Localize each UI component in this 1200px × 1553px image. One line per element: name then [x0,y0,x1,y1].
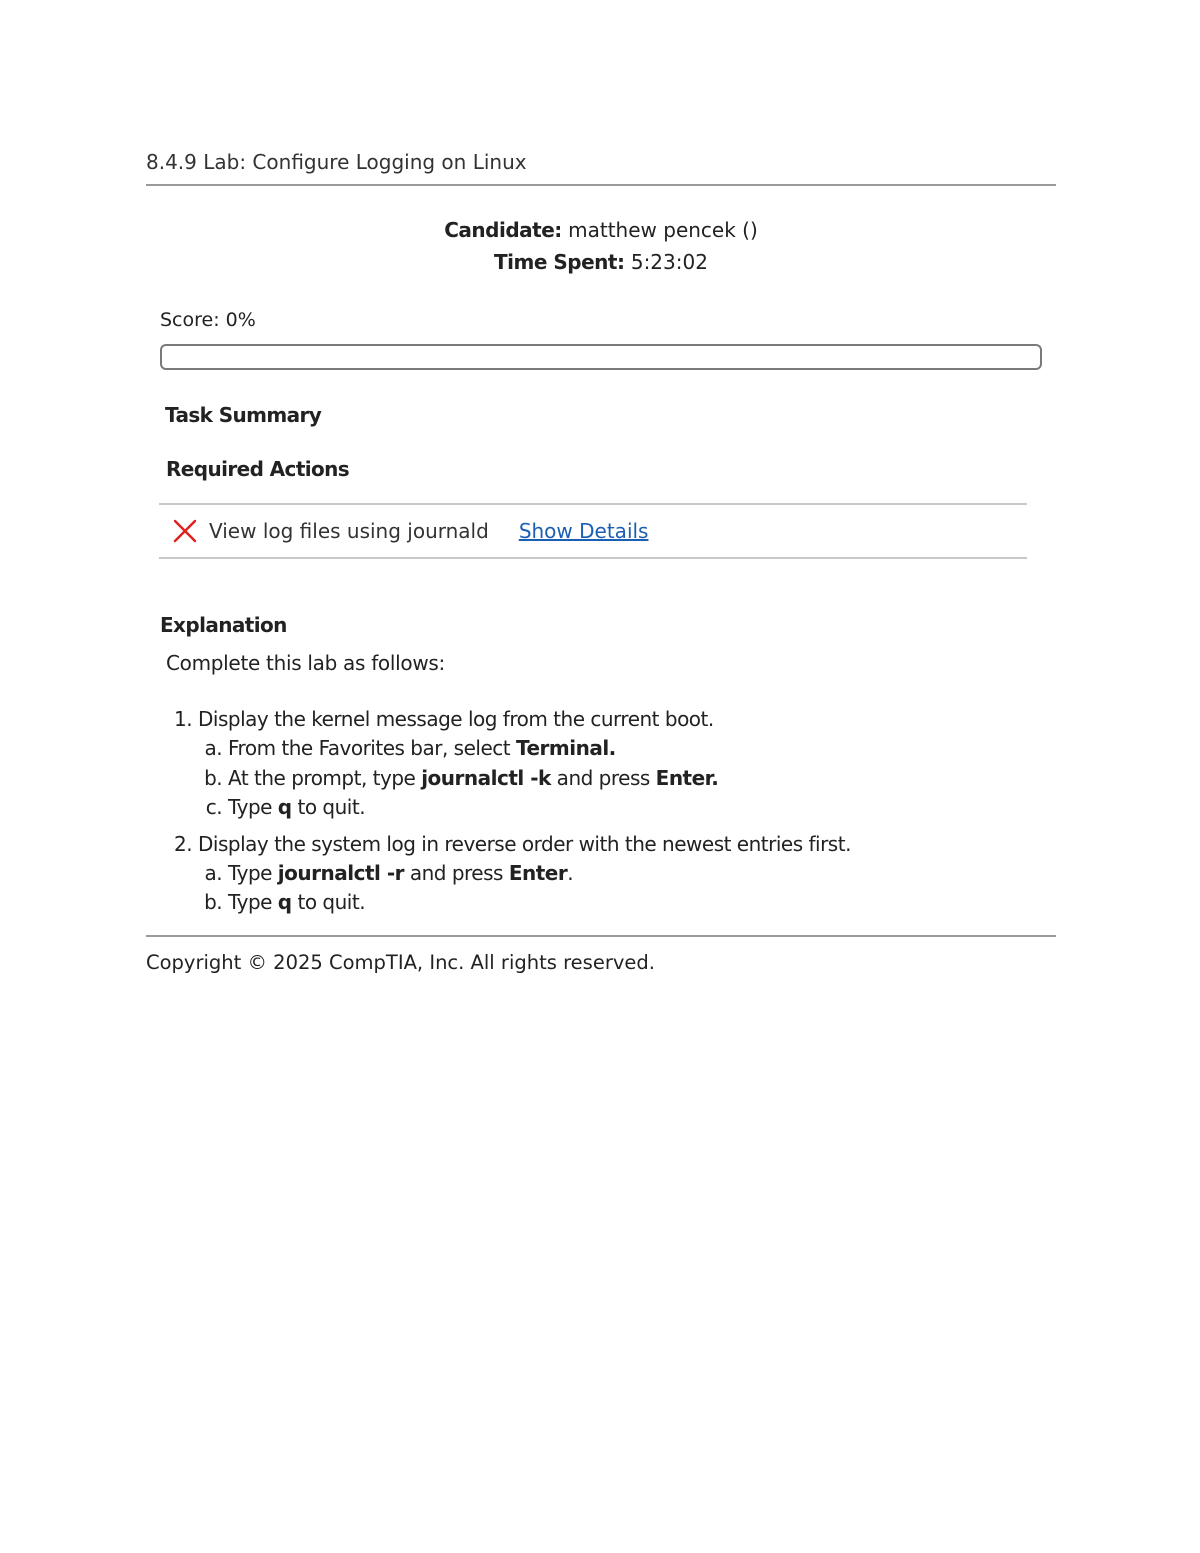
copyright-text: Copyright © 2025 CompTIA, Inc. All rights reserved. [146,950,655,974]
substep-text: Type [228,860,278,885]
show-details-link[interactable]: Show Details [518,519,649,543]
required-actions-heading: Required Actions [166,457,350,481]
substep-keyword: q [277,795,292,819]
required-action-label: View log files using journald [209,519,489,543]
step-item [198,704,1056,823]
explanation-heading: Explanation [160,613,287,637]
substep-text: Type [228,795,278,819]
required-action-row [159,503,1027,559]
substep-item [228,793,1056,823]
candidate-row [146,214,1056,246]
substep-text: and press [550,765,656,790]
substep-text: to quit. [291,795,366,819]
score-label: Score: 0% [160,309,256,331]
substep-keyword: q [277,890,292,914]
substep-item [228,734,1056,764]
report-page [146,148,1056,977]
step-item [198,829,1056,918]
substep-text: . [608,736,616,760]
x-mark-icon [172,518,198,544]
substep-text: to quit. [291,890,366,914]
substep-text: At the prompt, type [228,765,422,790]
footer-divider [146,935,1056,937]
explanation-steps [146,704,1056,918]
substep-text: From the Favorites bar, select [228,736,516,760]
step-text: Display the kernel message log from the current boot. [198,707,714,731]
score-section [160,307,1056,370]
time-spent-row [146,246,1056,278]
substep-text: and press [403,860,509,885]
substep-text: . [567,860,574,885]
substep-item [228,888,1056,918]
time-spent-value: 5:23:02 [630,250,708,274]
substep-keyword: journalctl -r [277,860,404,885]
step-text: Display the system log in reverse order with the newest entries first. [198,831,851,856]
substep-list [198,859,1056,918]
substep-item [228,764,1056,794]
substep-keyword: Enter [508,860,568,885]
candidate-info [146,214,1056,278]
page-title: 8.4.9 Lab: Configure Logging on Linux [146,150,527,174]
candidate-label: Candidate: [444,218,562,242]
task-summary-heading: Task Summary [165,403,322,427]
substep-text: . [711,765,719,790]
time-spent-label: Time Spent: [494,250,625,274]
substep-list [198,734,1056,823]
score-progress-bar [160,344,1042,370]
substep-keyword: Terminal [515,736,609,760]
substep-keyword: Enter [655,765,712,790]
substep-keyword: journalctl -k [421,765,551,790]
substep-item [228,859,1056,889]
header-divider [146,184,1056,186]
explanation-intro: Complete this lab as follows: [166,651,445,675]
substep-text: Type [228,890,278,914]
candidate-name: matthew pencek () [568,218,758,242]
